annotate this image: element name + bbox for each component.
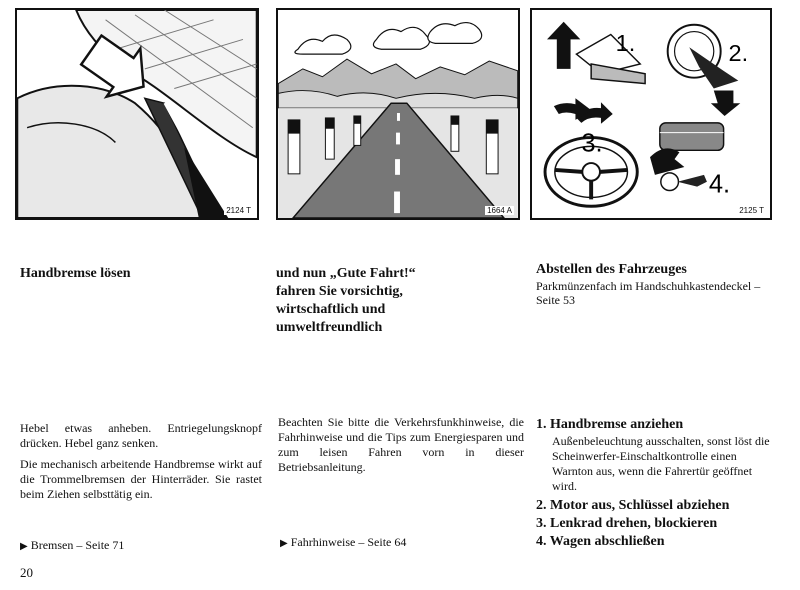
section-body: [278, 415, 524, 481]
step-number: 1.: [615, 30, 636, 57]
heading-line: fahren Sie vorsichtig,: [276, 284, 403, 299]
step-description: Außenbeleuchtung ausschalten, sonst löst die Scheinwerfer-Einschaltkontrolle einen Warnton aus, wenn die Fahrertür geöffnet wird.: [552, 434, 770, 493]
cross-reference-label: Fahrhinweise – Seite 64: [290, 535, 407, 549]
step-number: 3.: [581, 129, 603, 158]
cross-reference: [280, 535, 406, 551]
section-heading: Abstellen des Fahrzeuges: [536, 262, 687, 277]
triangle-pointer-icon: ▶: [280, 538, 288, 549]
heading-line: wirtschaftlich und: [276, 302, 386, 317]
cross-reference: [20, 538, 124, 554]
step-title: 1. Handbremse anziehen: [536, 417, 684, 432]
paragraph: Beachten Sie bitte die Verkehrsfunkhinweise, die Fahrhinweise und die Tips zum Energiesparen und zum leisen Fahren vorn in dieser Betriebsanleitung.: [278, 415, 524, 474]
figure-road: [276, 8, 520, 220]
step-title: 2. Motor aus, Schlüssel abziehen: [536, 498, 730, 513]
road-illustration: [278, 10, 518, 218]
figure-handbrake: [15, 8, 259, 220]
step-number: 2.: [728, 40, 749, 67]
step-title: 4. Wagen abschließen: [536, 534, 665, 549]
triangle-pointer-icon: ▶: [20, 541, 28, 552]
page-number: 20: [20, 565, 33, 580]
section-heading: [276, 265, 526, 337]
steps-list: [536, 416, 778, 551]
step-title: 3. Lenkrad drehen, blockieren: [536, 516, 718, 531]
paragraph: Hebel etwas anheben. Entriegelungsknopf drücken. Hebel ganz senken.: [20, 421, 262, 450]
section-body: [20, 421, 262, 508]
section-heading: Handbremse lösen: [20, 266, 131, 281]
handbrake-illustration: [17, 10, 257, 218]
heading-line: umweltfreundlich: [276, 320, 383, 335]
figure-parking-steps: [530, 8, 772, 220]
parking-steps-illustration: [532, 10, 770, 218]
heading-line: und nun „Gute Fahrt!“: [276, 266, 416, 281]
figure-number: 1664 A: [487, 206, 512, 215]
figure-number: 2124 T: [226, 206, 251, 215]
figure-number: 2125 T: [739, 206, 764, 215]
cross-reference-label: Bremsen – Seite 71: [30, 538, 125, 552]
paragraph: Die mechanisch arbeitende Handbremse wirkt auf die Trommelbremsen der Hinterräder. Sie rastet beim Ziehen selbsttätig ein.: [20, 457, 262, 501]
step-number: 4.: [708, 170, 731, 199]
section-note: Parkmünzenfach im Handschuhkastendeckel – Seite 53: [536, 279, 761, 307]
